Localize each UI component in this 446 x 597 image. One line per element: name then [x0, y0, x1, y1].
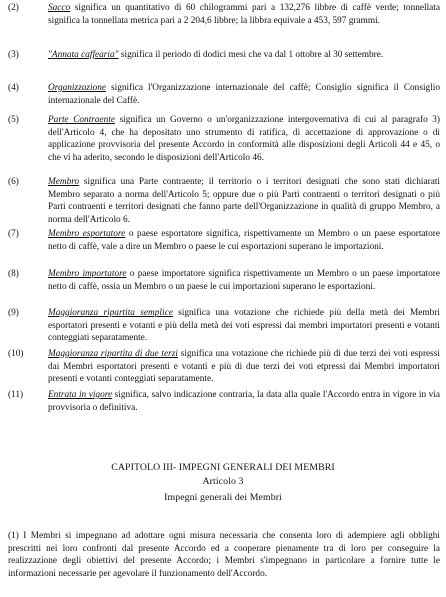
definition-number: (6) — [8, 177, 19, 187]
definition-term: Organizzazione — [48, 83, 107, 93]
definition-term: "Annata caffearia" — [48, 50, 119, 60]
article-subtitle: Impegni generali dei Membri — [164, 492, 282, 503]
definition-text: significa, salvo indicazione contraria, la data alla quale l'Accordo entra in vigore in via provvisoria o definitiva. — [48, 390, 440, 413]
definition-8 — [8, 268, 440, 293]
definition-text: significa un quantitativo di 60 chilogrammi pari a 132,276 libbre di caffè verde; tonnellata significa la tonnellata metrica pari a 2 204,6 libbre; la libbra equivale a 453, 597 grammi. — [48, 3, 440, 26]
definition-7 — [8, 228, 440, 253]
definition-5 — [8, 114, 440, 164]
definition-term: Parte Contraente — [48, 115, 116, 125]
definition-number: (7) — [8, 229, 19, 239]
definition-term: Membro — [48, 177, 80, 187]
definition-term: Entrata in vigore — [48, 390, 113, 400]
definition-term: Maggioranza ripartita di due terzi — [48, 349, 178, 359]
definition-3 — [8, 49, 440, 62]
definition-text: significa una Parte contraente; il territorio o i territori designati che sono stati dichiarati Membro separato a norma dell'Articolo 5; oppure due o più Parti contraenti o territori designati o più Parti contraenti e territori designati che fanno parte dell'Organizzazione in qualità di gruppo Membro, a norma dell'Articolo 6. — [48, 177, 440, 225]
definition-text: significa l'Organizzazione internazionale del caffè; Consiglio significa il Consiglio internazionale del Caffè. — [48, 83, 440, 106]
definition-number: (4) — [8, 83, 19, 93]
definition-text: significa un Governo o un'organizzazione intergovernativa di cui al paragrafo 3) dell'Articolo 4, che ha depositato uno strumento di ratifica, di accettazione di approvazione o di applicazione provvisoria del presente Accordo in conformità alle disposizioni degli Articoli 44 e 45, o che vi ha aderito, secondo le disposizioni dell'Articolo 46. — [48, 115, 441, 163]
definition-term: Sacco — [48, 3, 71, 13]
definition-number: (5) — [8, 115, 19, 125]
definition-text: significa una votazione che richiede più di due terzi dei voti espressi dai Membri esportatori presenti e votanti e più di due terzi dei voti etpressi dai Membri importatori presenti e votanti conteggiati separatamente. — [48, 349, 440, 385]
definition-9 — [8, 307, 440, 345]
definition-number: (3) — [8, 50, 19, 60]
definition-number: (8) — [8, 269, 19, 279]
article-number: Articolo 3 — [202, 476, 244, 487]
definition-number: (2) — [8, 3, 19, 13]
definition-term: Membro esportatore — [48, 229, 126, 239]
definition-term: Membro importatore — [48, 269, 127, 279]
definition-text: o paese esportatore significa, rispettivamente un Membro o un paese esportatore netto di caffè, vale a dire un Membro o paese le cui esportazioni superano le importazioni. — [48, 229, 440, 252]
definition-text: significa il periodo di dodici mesi che va dal 1 ottobre al 30 settembre. — [118, 50, 384, 60]
definition-6 — [8, 176, 440, 226]
definition-10 — [8, 348, 440, 386]
definition-term: Maggioranza ripartita semplice — [48, 308, 173, 318]
article-paragraph: (1) I Membri si impegnano ad adottare ogni misura necessaria che consenta loro di adempiere agli obblighi prescritti nei loro confronti dal presente Accordo ed a cooperare pienamente tra di loro per conseguire la realizzazione degli obiettivi del presente Accordo; i Membri s'impegnano in particolare a fornire tutte le informazioni necessarie per agevolare il funzionamento dell'Accordo. — [8, 531, 440, 579]
definition-number: (11) — [8, 390, 24, 400]
definition-11 — [8, 389, 440, 414]
chapter-title: CAPITOLO III- IMPEGNI GENERALI DEI MEMBRI — [111, 462, 335, 473]
definition-number: (10) — [8, 349, 24, 359]
definition-2 — [8, 2, 440, 27]
definition-text: significa una votazione che richiede più della metà dei Membri esportatori presenti e votanti e più della metà dei voti espressi dai membri importatori presenti e votanti conteggiati separatamente. — [48, 308, 440, 344]
definition-4 — [8, 82, 440, 107]
definition-text: o paese importatore significa rispettivamente un Membro o un paese importatore netto di caffè, ossia un Membro o un paese le cui importazioni superano le esportazioni. — [48, 269, 440, 292]
definition-number: (9) — [8, 308, 19, 318]
